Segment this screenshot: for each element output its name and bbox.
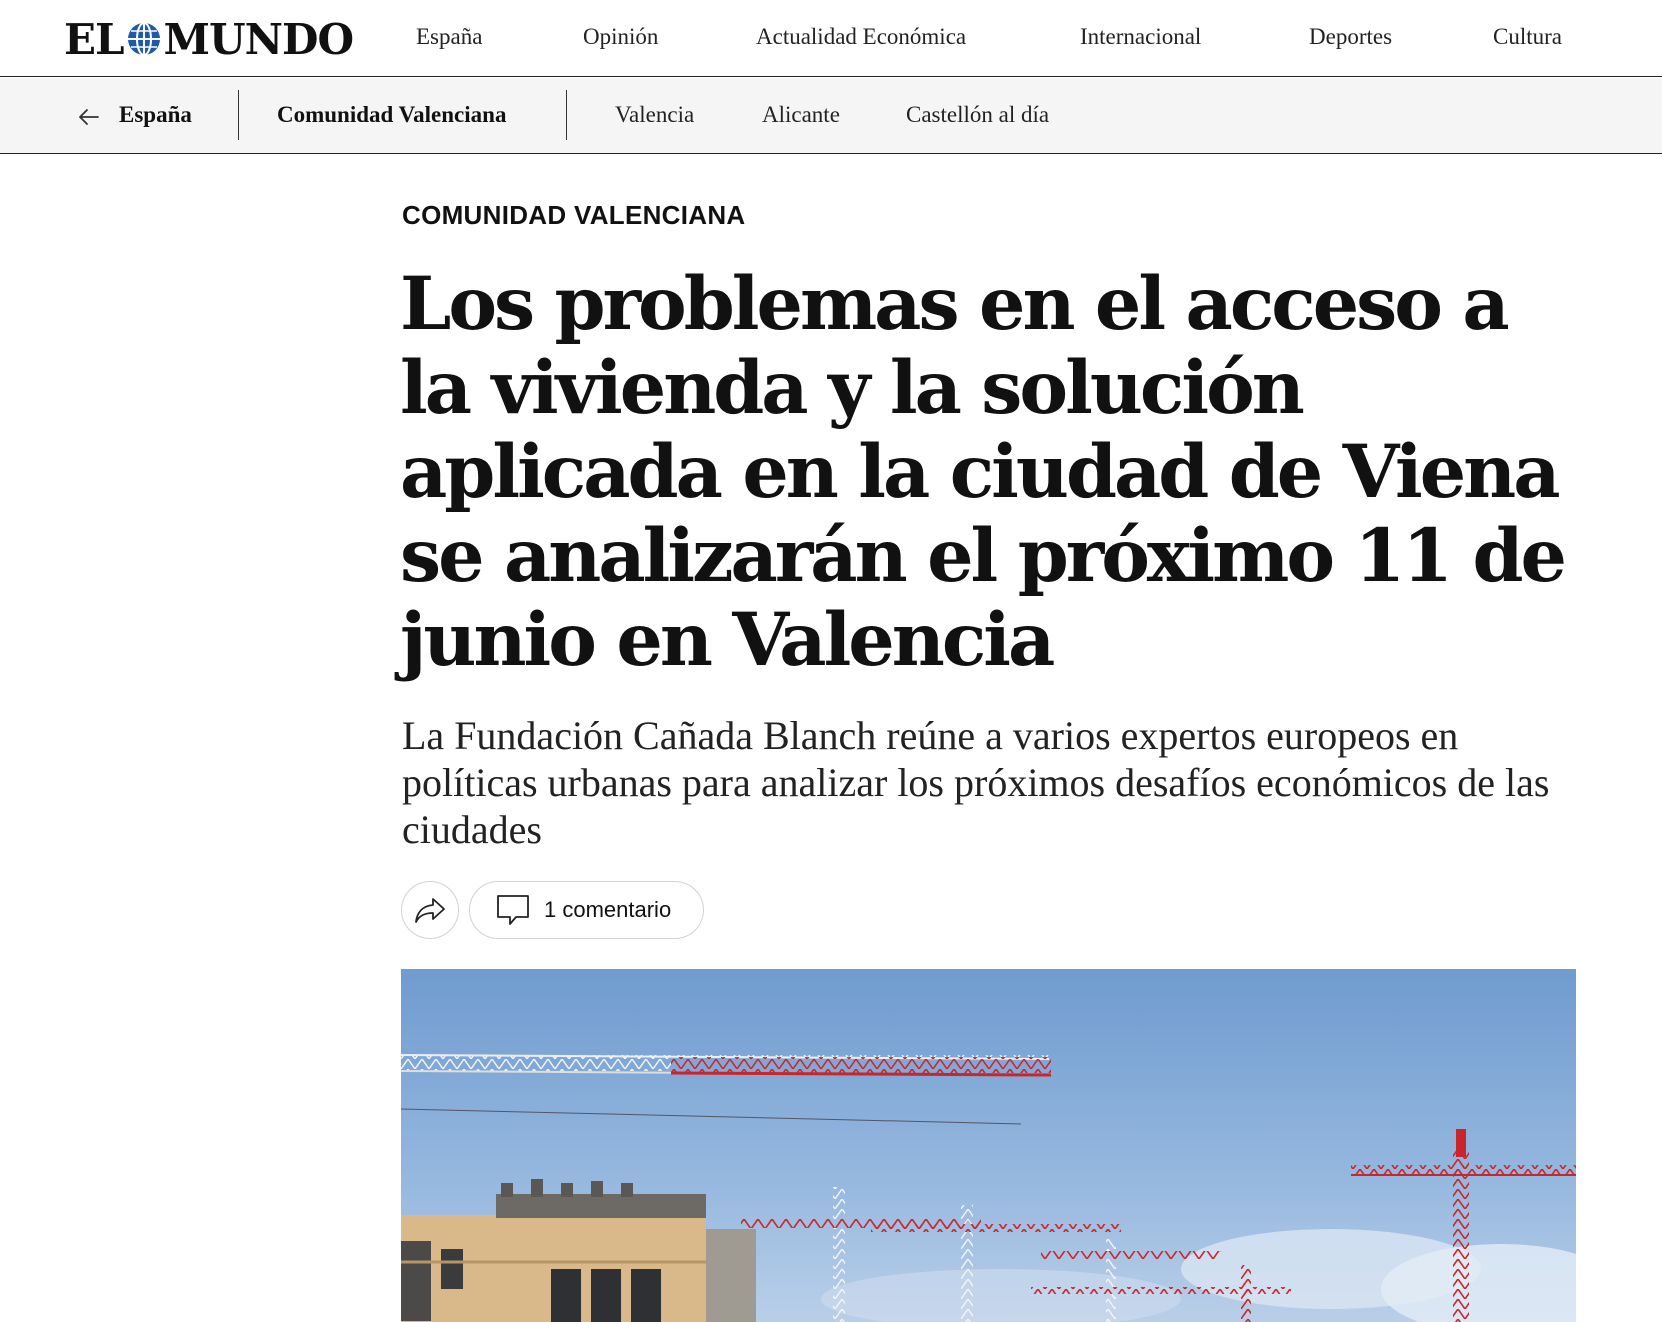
globe-icon — [126, 21, 162, 57]
comments-count-label: 1 comentario — [544, 897, 672, 922]
nav-item-internacional[interactable]: Internacional — [1080, 24, 1202, 49]
nav-item-cultura[interactable]: Cultura — [1493, 24, 1562, 49]
cranes-photo — [401, 969, 1576, 1322]
top-navigation-bar — [0, 0, 1662, 77]
nav-item-actualidad-economica[interactable]: Actualidad Económica — [756, 24, 967, 49]
logo-text-mundo: MUNDO — [163, 14, 354, 64]
subnav-back-espana[interactable]: España — [119, 102, 192, 127]
nav-item-opinion[interactable]: Opinión — [583, 24, 659, 49]
speech-bubble-icon — [496, 893, 530, 927]
article-standfirst: La Fundación Cañada Blanch reúne a varios expertos europeos en políticas urbanas para analizar los próximos desafíos económicos de las ciudades — [402, 713, 1550, 852]
subnav-item-castellon[interactable]: Castellón al día — [906, 102, 1050, 127]
share-arrow-icon — [413, 896, 447, 924]
article-kicker[interactable]: COMUNIDAD VALENCIANA — [402, 200, 746, 230]
subnav-item-alicante[interactable]: Alicante — [762, 102, 840, 127]
nav-item-espana[interactable]: España — [416, 24, 483, 49]
article-hero-image[interactable] — [401, 969, 1576, 1322]
subnav-item-valencia[interactable]: Valencia — [615, 102, 695, 127]
comments-button[interactable] — [469, 881, 704, 939]
nav-item-deportes[interactable]: Deportes — [1309, 24, 1393, 49]
section-subnav — [0, 78, 1662, 154]
subnav-current-section[interactable]: Comunidad Valenciana — [277, 102, 507, 127]
subnav-divider — [238, 90, 239, 140]
article-headline: Los problemas en el acceso a la vivienda y la solución aplicada en la ciudad de Viena se analizarán el próximo 11 de junio en Valencia — [400, 261, 1564, 683]
site-logo[interactable] — [64, 14, 353, 64]
subnav-divider — [566, 90, 567, 140]
logo-text-el: EL — [64, 14, 124, 64]
arrow-left-icon[interactable] — [77, 105, 101, 129]
share-button[interactable] — [401, 881, 459, 939]
